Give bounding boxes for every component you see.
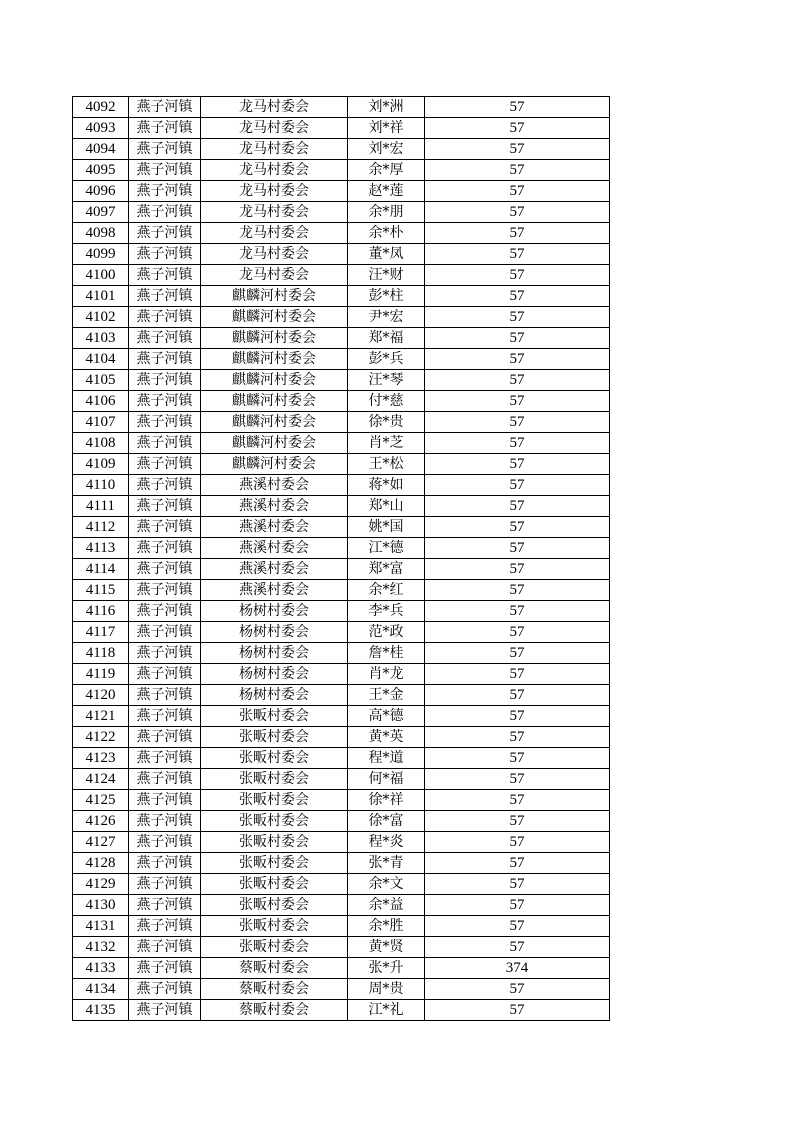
town-cell: 燕子河镇 [129,916,201,937]
town-cell: 燕子河镇 [129,160,201,181]
row-number-cell: 4130 [73,895,129,916]
table-row [73,97,610,118]
person-name-cell: 王*金 [348,685,425,706]
town-cell: 燕子河镇 [129,769,201,790]
village-committee-cell: 张畈村委会 [201,895,348,916]
person-name-cell: 周*贵 [348,979,425,1000]
village-committee-cell: 龙马村委会 [201,223,348,244]
village-committee-cell: 杨树村委会 [201,664,348,685]
table-row [73,958,610,979]
table-row [73,622,610,643]
village-committee-cell: 张畈村委会 [201,706,348,727]
table-row [73,496,610,517]
table-row [73,937,610,958]
row-number-cell: 4126 [73,811,129,832]
town-cell: 燕子河镇 [129,286,201,307]
amount-cell: 57 [425,664,610,685]
amount-cell: 57 [425,244,610,265]
table-row [73,979,610,1000]
row-number-cell: 4101 [73,286,129,307]
amount-cell: 57 [425,895,610,916]
town-cell: 燕子河镇 [129,496,201,517]
amount-cell: 57 [425,412,610,433]
village-committee-cell: 龙马村委会 [201,97,348,118]
table-row [73,790,610,811]
amount-cell: 57 [425,307,610,328]
village-committee-cell: 燕溪村委会 [201,538,348,559]
village-committee-cell: 张畈村委会 [201,916,348,937]
amount-cell: 57 [425,538,610,559]
person-name-cell: 余*红 [348,580,425,601]
row-number-cell: 4107 [73,412,129,433]
town-cell: 燕子河镇 [129,181,201,202]
village-committee-cell: 龙马村委会 [201,265,348,286]
village-committee-cell: 麒麟河村委会 [201,370,348,391]
amount-cell: 57 [425,370,610,391]
table-row [73,181,610,202]
row-number-cell: 4121 [73,706,129,727]
row-number-cell: 4120 [73,685,129,706]
village-committee-cell: 杨树村委会 [201,622,348,643]
row-number-cell: 4118 [73,643,129,664]
amount-cell: 57 [425,874,610,895]
village-committee-cell: 麒麟河村委会 [201,328,348,349]
person-name-cell: 郑*福 [348,328,425,349]
town-cell: 燕子河镇 [129,139,201,160]
person-name-cell: 彭*兵 [348,349,425,370]
person-name-cell: 范*政 [348,622,425,643]
town-cell: 燕子河镇 [129,475,201,496]
amount-cell: 57 [425,328,610,349]
table-row [73,748,610,769]
town-cell: 燕子河镇 [129,853,201,874]
row-number-cell: 4116 [73,601,129,622]
village-committee-cell: 麒麟河村委会 [201,349,348,370]
table-row [73,286,610,307]
person-name-cell: 郑*山 [348,496,425,517]
town-cell: 燕子河镇 [129,118,201,139]
row-number-cell: 4113 [73,538,129,559]
table-row [73,454,610,475]
row-number-cell: 4128 [73,853,129,874]
row-number-cell: 4102 [73,307,129,328]
person-name-cell: 赵*莲 [348,181,425,202]
row-number-cell: 4109 [73,454,129,475]
table-row [73,244,610,265]
amount-cell: 374 [425,958,610,979]
town-cell: 燕子河镇 [129,391,201,412]
town-cell: 燕子河镇 [129,307,201,328]
amount-cell: 57 [425,139,610,160]
person-name-cell: 余*益 [348,895,425,916]
village-committee-cell: 张畈村委会 [201,790,348,811]
village-committee-cell: 张畈村委会 [201,727,348,748]
row-number-cell: 4112 [73,517,129,538]
table-row [73,475,610,496]
row-number-cell: 4099 [73,244,129,265]
town-cell: 燕子河镇 [129,664,201,685]
row-number-cell: 4111 [73,496,129,517]
row-number-cell: 4103 [73,328,129,349]
row-number-cell: 4135 [73,1000,129,1021]
person-name-cell: 姚*国 [348,517,425,538]
town-cell: 燕子河镇 [129,517,201,538]
town-cell: 燕子河镇 [129,979,201,1000]
row-number-cell: 4131 [73,916,129,937]
table-row [73,559,610,580]
amount-cell: 57 [425,475,610,496]
town-cell: 燕子河镇 [129,706,201,727]
amount-cell: 57 [425,601,610,622]
table-row [73,517,610,538]
village-committee-cell: 龙马村委会 [201,160,348,181]
table-row [73,391,610,412]
table-row [73,916,610,937]
person-name-cell: 刘*洲 [348,97,425,118]
roster-table-body [73,97,610,1021]
town-cell: 燕子河镇 [129,244,201,265]
person-name-cell: 黄*贤 [348,937,425,958]
village-committee-cell: 龙马村委会 [201,181,348,202]
person-name-cell: 余*胜 [348,916,425,937]
row-number-cell: 4105 [73,370,129,391]
table-row [73,601,610,622]
table-row [73,580,610,601]
amount-cell: 57 [425,517,610,538]
village-committee-cell: 麒麟河村委会 [201,286,348,307]
table-row [73,811,610,832]
amount-cell: 57 [425,1000,610,1021]
table-row [73,202,610,223]
amount-cell: 57 [425,223,610,244]
row-number-cell: 4100 [73,265,129,286]
amount-cell: 57 [425,790,610,811]
row-number-cell: 4104 [73,349,129,370]
table-row [73,265,610,286]
village-committee-cell: 龙马村委会 [201,244,348,265]
amount-cell: 57 [425,643,610,664]
village-committee-cell: 麒麟河村委会 [201,391,348,412]
person-name-cell: 蒋*如 [348,475,425,496]
table-row [73,160,610,181]
person-name-cell: 程*炎 [348,832,425,853]
row-number-cell: 4134 [73,979,129,1000]
town-cell: 燕子河镇 [129,97,201,118]
amount-cell: 57 [425,937,610,958]
town-cell: 燕子河镇 [129,559,201,580]
amount-cell: 57 [425,349,610,370]
amount-cell: 57 [425,496,610,517]
table-row [73,370,610,391]
amount-cell: 57 [425,559,610,580]
town-cell: 燕子河镇 [129,412,201,433]
town-cell: 燕子河镇 [129,811,201,832]
town-cell: 燕子河镇 [129,601,201,622]
table-row [73,664,610,685]
village-committee-cell: 张畈村委会 [201,811,348,832]
table-row [73,643,610,664]
person-name-cell: 徐*祥 [348,790,425,811]
person-name-cell: 汪*财 [348,265,425,286]
table-row [73,874,610,895]
village-committee-cell: 张畈村委会 [201,769,348,790]
person-name-cell: 余*朴 [348,223,425,244]
row-number-cell: 4115 [73,580,129,601]
town-cell: 燕子河镇 [129,727,201,748]
village-committee-cell: 杨树村委会 [201,685,348,706]
row-number-cell: 4114 [73,559,129,580]
town-cell: 燕子河镇 [129,433,201,454]
village-committee-cell: 燕溪村委会 [201,580,348,601]
village-committee-cell: 燕溪村委会 [201,475,348,496]
person-name-cell: 余*厚 [348,160,425,181]
amount-cell: 57 [425,811,610,832]
village-committee-cell: 燕溪村委会 [201,517,348,538]
table-row [73,538,610,559]
amount-cell: 57 [425,748,610,769]
table-row [73,727,610,748]
person-name-cell: 徐*富 [348,811,425,832]
village-committee-cell: 龙马村委会 [201,139,348,160]
row-number-cell: 4119 [73,664,129,685]
person-name-cell: 王*松 [348,454,425,475]
village-committee-cell: 龙马村委会 [201,118,348,139]
amount-cell: 57 [425,979,610,1000]
roster-table [72,96,610,1021]
amount-cell: 57 [425,685,610,706]
person-name-cell: 董*凤 [348,244,425,265]
row-number-cell: 4125 [73,790,129,811]
table-row [73,223,610,244]
amount-cell: 57 [425,580,610,601]
amount-cell: 57 [425,97,610,118]
person-name-cell: 高*德 [348,706,425,727]
row-number-cell: 4093 [73,118,129,139]
village-committee-cell: 张畈村委会 [201,937,348,958]
table-row [73,832,610,853]
row-number-cell: 4110 [73,475,129,496]
amount-cell: 57 [425,454,610,475]
table-row [73,412,610,433]
town-cell: 燕子河镇 [129,454,201,475]
row-number-cell: 4123 [73,748,129,769]
person-name-cell: 程*道 [348,748,425,769]
town-cell: 燕子河镇 [129,265,201,286]
table-row [73,853,610,874]
row-number-cell: 4127 [73,832,129,853]
village-committee-cell: 张畈村委会 [201,853,348,874]
table-row [73,139,610,160]
table-row [73,328,610,349]
table-row [73,118,610,139]
person-name-cell: 尹*宏 [348,307,425,328]
amount-cell: 57 [425,160,610,181]
town-cell: 燕子河镇 [129,538,201,559]
amount-cell: 57 [425,433,610,454]
amount-cell: 57 [425,391,610,412]
town-cell: 燕子河镇 [129,370,201,391]
row-number-cell: 4124 [73,769,129,790]
amount-cell: 57 [425,832,610,853]
person-name-cell: 徐*贵 [348,412,425,433]
row-number-cell: 4108 [73,433,129,454]
village-committee-cell: 麒麟河村委会 [201,412,348,433]
person-name-cell: 肖*龙 [348,664,425,685]
person-name-cell: 刘*宏 [348,139,425,160]
table-row [73,769,610,790]
town-cell: 燕子河镇 [129,832,201,853]
row-number-cell: 4129 [73,874,129,895]
table-row [73,349,610,370]
village-committee-cell: 龙马村委会 [201,202,348,223]
amount-cell: 57 [425,118,610,139]
table-row [73,433,610,454]
person-name-cell: 肖*芝 [348,433,425,454]
amount-cell: 57 [425,286,610,307]
amount-cell: 57 [425,853,610,874]
town-cell: 燕子河镇 [129,202,201,223]
amount-cell: 57 [425,727,610,748]
row-number-cell: 4133 [73,958,129,979]
town-cell: 燕子河镇 [129,223,201,244]
village-committee-cell: 麒麟河村委会 [201,454,348,475]
person-name-cell: 江*礼 [348,1000,425,1021]
row-number-cell: 4122 [73,727,129,748]
village-committee-cell: 张畈村委会 [201,748,348,769]
table-row [73,307,610,328]
row-number-cell: 4097 [73,202,129,223]
person-name-cell: 付*慈 [348,391,425,412]
town-cell: 燕子河镇 [129,328,201,349]
person-name-cell: 詹*桂 [348,643,425,664]
person-name-cell: 李*兵 [348,601,425,622]
town-cell: 燕子河镇 [129,349,201,370]
town-cell: 燕子河镇 [129,1000,201,1021]
amount-cell: 57 [425,202,610,223]
person-name-cell: 黄*英 [348,727,425,748]
village-committee-cell: 燕溪村委会 [201,559,348,580]
town-cell: 燕子河镇 [129,643,201,664]
village-committee-cell: 麒麟河村委会 [201,433,348,454]
town-cell: 燕子河镇 [129,895,201,916]
person-name-cell: 郑*富 [348,559,425,580]
village-committee-cell: 麒麟河村委会 [201,307,348,328]
table-row [73,706,610,727]
village-committee-cell: 蔡畈村委会 [201,958,348,979]
village-committee-cell: 张畈村委会 [201,874,348,895]
person-name-cell: 张*青 [348,853,425,874]
village-committee-cell: 张畈村委会 [201,832,348,853]
row-number-cell: 4092 [73,97,129,118]
row-number-cell: 4098 [73,223,129,244]
person-name-cell: 汪*琴 [348,370,425,391]
person-name-cell: 刘*祥 [348,118,425,139]
town-cell: 燕子河镇 [129,790,201,811]
town-cell: 燕子河镇 [129,580,201,601]
amount-cell: 57 [425,265,610,286]
town-cell: 燕子河镇 [129,958,201,979]
amount-cell: 57 [425,706,610,727]
amount-cell: 57 [425,769,610,790]
person-name-cell: 余*文 [348,874,425,895]
row-number-cell: 4096 [73,181,129,202]
table-row [73,1000,610,1021]
town-cell: 燕子河镇 [129,685,201,706]
person-name-cell: 余*朋 [348,202,425,223]
village-committee-cell: 杨树村委会 [201,601,348,622]
amount-cell: 57 [425,622,610,643]
person-name-cell: 江*德 [348,538,425,559]
row-number-cell: 4094 [73,139,129,160]
row-number-cell: 4095 [73,160,129,181]
village-committee-cell: 燕溪村委会 [201,496,348,517]
table-row [73,685,610,706]
row-number-cell: 4106 [73,391,129,412]
row-number-cell: 4132 [73,937,129,958]
town-cell: 燕子河镇 [129,937,201,958]
person-name-cell: 何*福 [348,769,425,790]
village-committee-cell: 杨树村委会 [201,643,348,664]
amount-cell: 57 [425,181,610,202]
town-cell: 燕子河镇 [129,874,201,895]
village-committee-cell: 蔡畈村委会 [201,979,348,1000]
amount-cell: 57 [425,916,610,937]
village-committee-cell: 蔡畈村委会 [201,1000,348,1021]
row-number-cell: 4117 [73,622,129,643]
person-name-cell: 张*升 [348,958,425,979]
person-name-cell: 彭*柱 [348,286,425,307]
table-row [73,895,610,916]
town-cell: 燕子河镇 [129,748,201,769]
town-cell: 燕子河镇 [129,622,201,643]
